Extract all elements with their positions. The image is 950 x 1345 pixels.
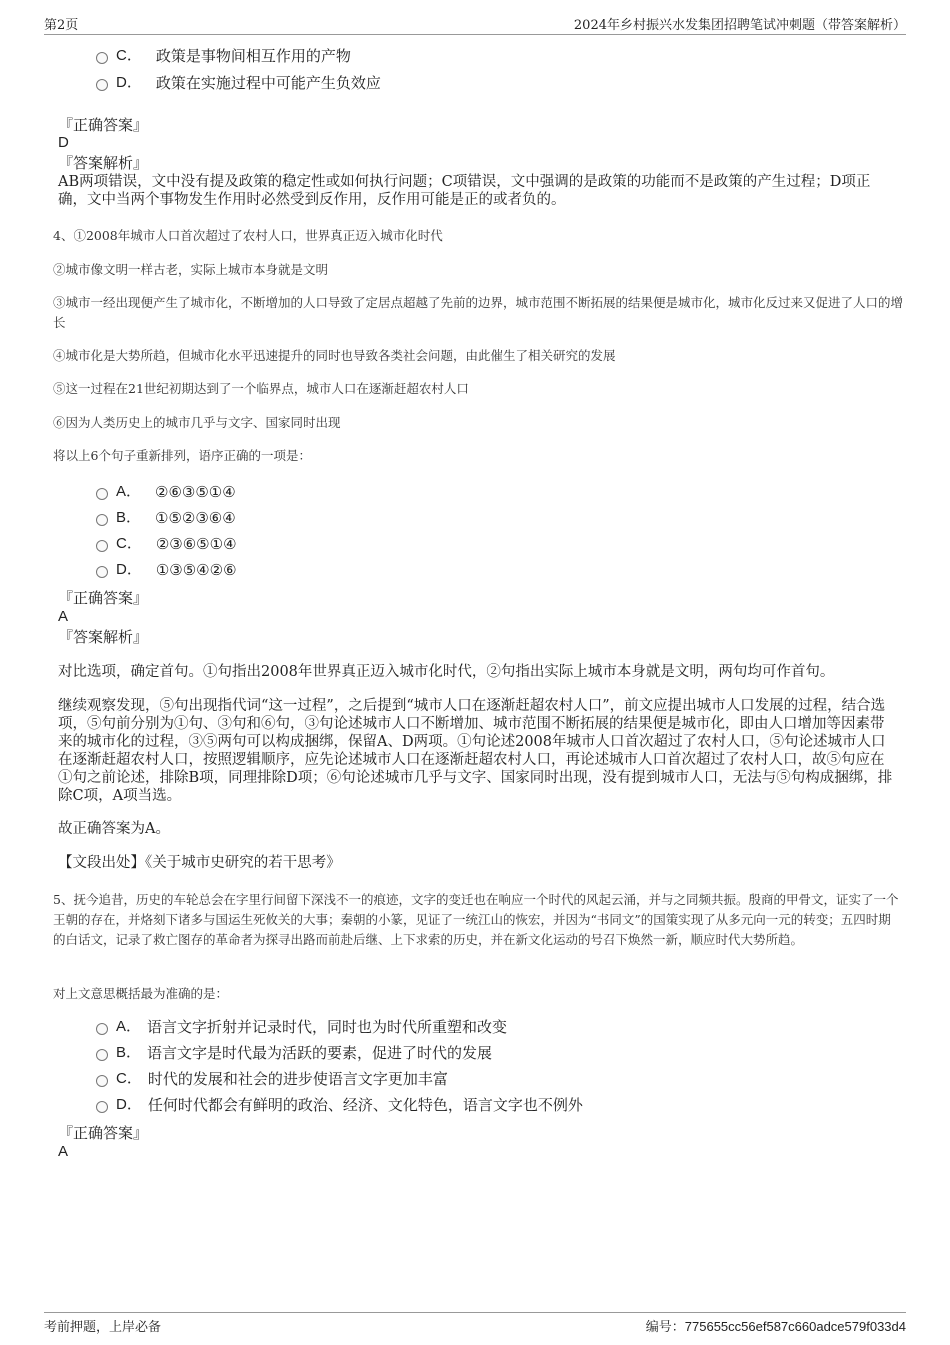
q4-stem: 4、①2008年城市人口首次超过了农村人口，世界真正迈入城市化时代 — [53, 228, 443, 243]
option-text: 政策是事物间相互作用的产物 — [155, 47, 351, 65]
q5-option-b[interactable] — [96, 1043, 492, 1063]
option-letter: C． — [116, 1070, 142, 1087]
page-number: 第2页 — [44, 18, 79, 33]
q5-option-a[interactable] — [96, 1017, 507, 1037]
q4-option-b[interactable] — [96, 508, 236, 528]
option-letter: C． — [116, 47, 142, 64]
q4-answer-label: 『正确答案』 — [58, 589, 149, 607]
option-text: ①⑤②③⑥④ — [155, 509, 236, 527]
q4-prompt: 将以上6个句子重新排列，语序正确的一项是： — [53, 448, 311, 463]
option-text: ①③⑤④②⑥ — [155, 561, 237, 579]
q4-option-a[interactable] — [96, 482, 236, 502]
radio-button-icon[interactable] — [96, 566, 108, 578]
q4-answer-value: A — [58, 608, 69, 625]
q4-sentence-6: ⑥因为人类历史上的城市几乎与文字、国家同时出现 — [53, 415, 341, 430]
option-text: 政策在实施过程中可能产生负效应 — [155, 74, 381, 92]
footer-slogan: 考前押题，上岸必备 — [44, 1320, 162, 1335]
option-letter: A． — [116, 483, 142, 500]
q5-prompt: 对上文意思概括最为准确的是： — [53, 986, 229, 1001]
radio-button-icon[interactable] — [96, 540, 108, 552]
q3-analysis-text: AB两项错误，文中没有提及政策的稳定性或如何执行问题；C项错误，文中强调的是政策的功能而不是政策的产生过程；D项正确，文中当两个事物发生作用时必然受到反作用，反作用可能是正的或者负的。 — [58, 174, 871, 208]
radio-button-icon[interactable] — [96, 1101, 108, 1113]
option-letter: D． — [116, 561, 142, 578]
q4-source: 【文段出处】《关于城市史研究的若干思考》 — [58, 855, 341, 871]
option-letter: B． — [116, 1044, 142, 1061]
option-letter: D． — [116, 1096, 142, 1113]
q4-analysis-p2: 继续观察发现，⑤句出现指代词“这一过程”，之后提到“城市人口在逐渐赶超农村人口”，前文应提出城市人口发展的过程，结合选项，⑤句前分别为①句、③句和⑥句，③句论述城市人口不断增加、城市范围不断拓展的结果便是城市化，即由人口增加等因素带来的城市化的过程，③⑤两句可以构成捆绑，保留A、D两项。①句论述2008年城市人口首次超过了农村人口，⑤句论述城市人口在逐渐赶超农村人口，按照逻辑顺序，应先论述城市人口在逐渐赶超农村人口，再论述城市人口首次超过了农村人口，故⑤句应在①句之前论述，排除B项，同理排除D项；⑥句论述城市几乎与文字、国家同时出现，没有提到城市人口，无法与⑤句构成捆绑，排除C项，A项当选。 — [58, 698, 893, 804]
q4-analysis-p3: 故正确答案为A。 — [58, 821, 170, 837]
q5-answer-value: A — [58, 1143, 69, 1160]
q4-sentence-2: ②城市像文明一样古老，实际上城市本身就是文明 — [53, 262, 329, 277]
q3-option-c[interactable] — [96, 46, 351, 66]
document-title: 2024年乡村振兴水发集团招聘笔试冲刺题（带答案解析） — [573, 18, 906, 33]
q4-option-d[interactable] — [96, 560, 237, 580]
option-letter: A． — [116, 1018, 142, 1035]
q3-analysis-label: 『答案解析』 — [58, 154, 149, 172]
q5-answer-label: 『正确答案』 — [58, 1124, 149, 1142]
radio-button-icon[interactable] — [96, 52, 108, 64]
q4-sentence-3: ③城市一经出现便产生了城市化，不断增加的人口导致了定居点超越了先前的边界，城市范围不断拓展的结果便是城市化，城市化反过来又促进了人口的增长 — [53, 295, 904, 330]
radio-button-icon[interactable] — [96, 1075, 108, 1087]
q3-answer-value: D — [58, 134, 69, 151]
option-letter: B． — [116, 509, 142, 526]
option-letter: D． — [116, 74, 142, 91]
option-text: ②③⑥⑤①④ — [155, 535, 237, 553]
radio-button-icon[interactable] — [96, 1049, 108, 1061]
q4-sentence-5: ⑤这一过程在21世纪初期达到了一个临界点，城市人口在逐渐赶超农村人口 — [53, 381, 469, 396]
page-footer — [44, 1312, 906, 1335]
option-text: ②⑥③⑤①④ — [155, 483, 236, 501]
q3-answer-label: 『正确答案』 — [58, 116, 149, 134]
radio-button-icon[interactable] — [96, 488, 108, 500]
q5-option-c[interactable] — [96, 1069, 448, 1089]
q3-option-d[interactable] — [96, 73, 381, 93]
radio-button-icon[interactable] — [96, 514, 108, 526]
option-text: 任何时代都会有鲜明的政治、经济、文化特色，语言文字也不例外 — [147, 1096, 583, 1114]
option-text: 语言文字折射并记录时代，同时也为时代所重塑和改变 — [147, 1018, 508, 1036]
q4-analysis-label: 『答案解析』 — [58, 628, 149, 646]
page-header — [44, 14, 906, 35]
q4-analysis-p1: 对比选项，确定首句。①句指出2008年世界真正迈入城市化时代，②句指出实际上城市本身就是文明，两句均可作首句。 — [58, 664, 835, 680]
q4-sentence-4: ④城市化是大势所趋，但城市化水平迅速提升的同时也导致各类社会问题，由此催生了相关研究的发展 — [53, 348, 616, 363]
q4-option-c[interactable] — [96, 534, 237, 554]
q5-stem: 5、抚今追昔，历史的车轮总会在字里行间留下深浅不一的痕迹，文字的变迁也在响应一个时代的风起云涌，并与之同频共振。殷商的甲骨文，证实了一个王朝的存在，并烙刻下诸多与国运生死攸关的大事；秦朝的小篆，见证了一统江山的恢宏，并因为“书同文”的国策实现了从多元向一元的转变；五四时期的白话文，记录了救亡图存的革命者为探寻出路而前赴后继、上下求索的历史，并在新文化运动的号召下焕然一新，顺应时代大势所趋。 — [53, 892, 899, 947]
option-letter: C． — [116, 535, 142, 552]
option-text: 时代的发展和社会的进步使语言文字更加丰富 — [147, 1070, 448, 1088]
q5-option-d[interactable] — [96, 1095, 583, 1115]
radio-button-icon[interactable] — [96, 79, 108, 91]
option-text: 语言文字是时代最为活跃的要素，促进了时代的发展 — [147, 1044, 493, 1062]
radio-button-icon[interactable] — [96, 1023, 108, 1035]
document-code: 编号：775655cc56ef587c660adce579f033d4 — [645, 1319, 906, 1334]
